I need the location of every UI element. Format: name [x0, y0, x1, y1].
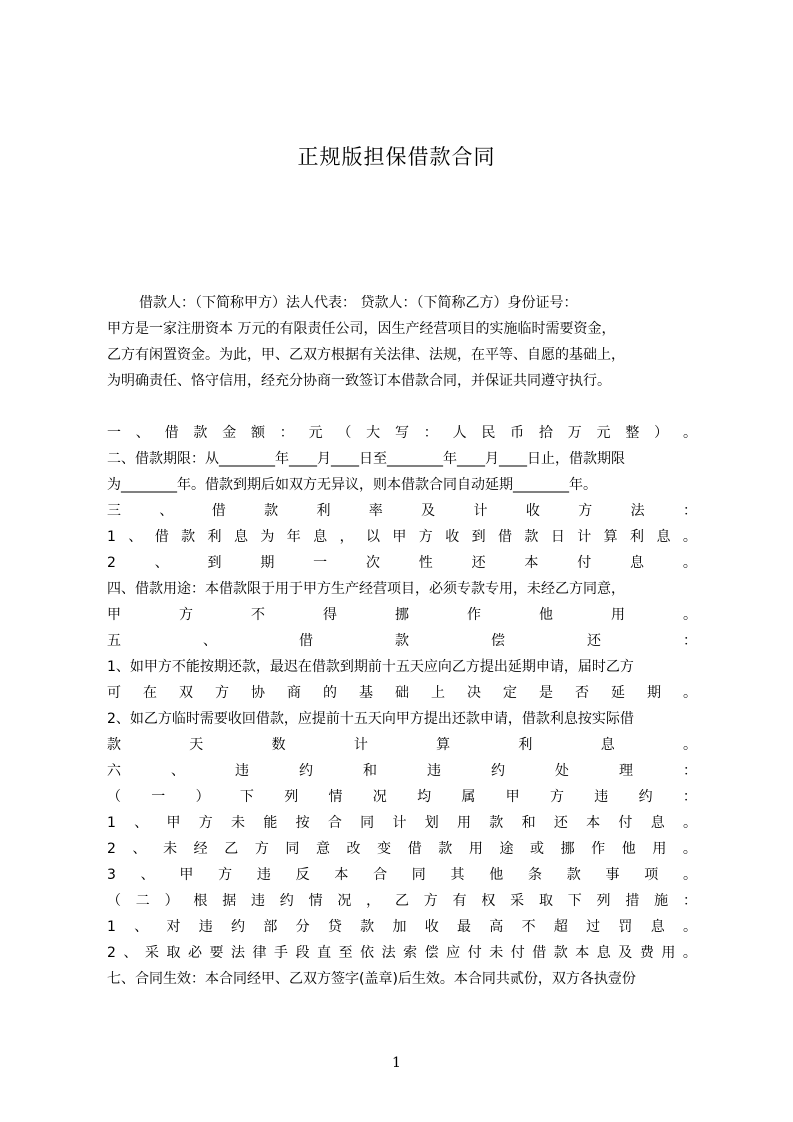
justified-glyph: 元: [308, 425, 323, 441]
justified-glyph: 、: [203, 633, 217, 649]
justified-glyph: 意: [315, 841, 330, 857]
justified-glyph: 率: [368, 503, 383, 519]
justified-glyph: 条: [528, 867, 542, 883]
justified-glyph: 借: [164, 425, 179, 441]
justified-glyph: 借: [154, 529, 169, 545]
justified-glyph: 拾: [538, 425, 553, 441]
justified-glyph: 息: [656, 529, 671, 545]
justified-glyph: 付: [618, 815, 633, 831]
justified-glyph: 2: [107, 555, 116, 571]
justified-glyph: 用: [661, 945, 676, 961]
justified-glyph: 、: [171, 763, 185, 779]
justified-glyph: 款: [395, 633, 409, 649]
justified-glyph: 应: [446, 945, 461, 961]
preamble-line: 甲方是一家注册资本 万元的有限责任公司，因生产经营项目的实施临时需要资金，: [107, 321, 616, 337]
preamble-line: 乙方有闲置资金。为此，甲、乙双方根据有关法律、法规，在平等、自愿的基础上，: [107, 347, 625, 363]
justified-glyph: 理: [619, 763, 633, 779]
justified-glyph: 一: [151, 789, 166, 805]
justified-glyph: 。: [682, 945, 697, 961]
justified-glyph: 基: [359, 685, 373, 701]
justified-glyph: 性: [418, 555, 433, 571]
justified-glyph: 天: [189, 737, 204, 753]
justified-glyph: 方: [578, 503, 593, 519]
justified-glyph: 均: [417, 789, 432, 805]
justified-glyph: 息: [600, 737, 615, 753]
justified-glyph: 协: [251, 685, 265, 701]
justified-glyph: 能: [263, 815, 278, 831]
justified-glyph: 情: [308, 893, 323, 909]
justified-glyph: 写: [394, 425, 409, 441]
justified-glyph: 还: [553, 815, 568, 831]
justified-glyph: 方: [549, 789, 564, 805]
justified-glyph: 借: [498, 529, 513, 545]
justified-glyph: 到: [207, 555, 222, 571]
justified-glyph: 否: [575, 685, 589, 701]
justified-glyph: 。: [682, 867, 697, 883]
justified-glyph: 。: [682, 737, 697, 753]
justified-glyph: 、: [134, 919, 149, 935]
justified-glyph: 方: [218, 867, 233, 883]
justified-glyph: 必: [187, 945, 202, 961]
justified-glyph: 挪: [395, 607, 409, 623]
justified-glyph: 款: [107, 737, 121, 753]
justified-glyph: 商: [287, 685, 301, 701]
justified-glyph: 金: [222, 425, 237, 441]
clause-interest-item-2: [107, 550, 697, 576]
justified-glyph: 至: [338, 945, 353, 961]
justified-glyph: 未: [231, 815, 246, 831]
justified-glyph: 三: [107, 503, 121, 519]
justified-glyph: 款: [264, 503, 279, 519]
justified-glyph: 违: [427, 763, 441, 779]
justified-glyph: 最: [457, 919, 472, 935]
justified-glyph: 、: [128, 529, 143, 545]
justified-glyph: 付: [510, 945, 525, 961]
justified-glyph: 经: [193, 841, 208, 857]
justified-glyph: 决: [467, 685, 481, 701]
justified-glyph: 日: [550, 529, 565, 545]
justified-glyph: 息: [233, 529, 248, 545]
justified-glyph: 和: [521, 815, 536, 831]
clause-loan-purpose-cont: [107, 602, 697, 628]
justified-glyph: 五: [107, 633, 121, 649]
justified-glyph: 况: [372, 789, 387, 805]
justified-glyph: 本: [524, 555, 539, 571]
justified-glyph: 过: [586, 919, 601, 935]
justified-glyph: 对: [166, 919, 181, 935]
justified-glyph: 律: [252, 945, 267, 961]
justified-glyph: 部: [263, 919, 278, 935]
justified-glyph: 罚: [618, 919, 633, 935]
justified-glyph: 他: [539, 607, 553, 623]
justified-glyph: 属: [461, 789, 476, 805]
justified-glyph: 他: [621, 841, 636, 857]
justified-glyph: 2: [107, 945, 116, 961]
justified-glyph: 2: [107, 841, 116, 857]
justified-glyph: 或: [530, 841, 545, 857]
justified-glyph: 其: [450, 867, 465, 883]
justified-glyph: 违: [198, 919, 213, 935]
justified-glyph: 本: [575, 945, 590, 961]
justified-glyph: 人: [452, 425, 467, 441]
justified-glyph: 定: [503, 685, 517, 701]
justified-glyph: 还: [471, 555, 486, 571]
justified-glyph: 偿: [491, 633, 505, 649]
justified-glyph: 、: [123, 945, 138, 961]
justified-glyph: 用: [652, 841, 667, 857]
justified-glyph: 未: [489, 945, 504, 961]
justified-glyph: 利: [518, 737, 533, 753]
justified-glyph: 甲: [392, 529, 407, 545]
justified-glyph: ：: [423, 425, 438, 441]
justified-glyph: 利: [630, 529, 645, 545]
clause-breach-sub-1: [107, 784, 697, 810]
justified-glyph: 1: [107, 815, 116, 831]
justified-glyph: ）: [654, 425, 669, 441]
justified-glyph: ：: [683, 633, 697, 649]
justified-glyph: 要: [209, 945, 224, 961]
justified-glyph: 。: [682, 815, 697, 831]
justified-glyph: 3: [107, 867, 116, 883]
justified-glyph: 、: [154, 555, 169, 571]
justified-glyph: ）: [164, 893, 179, 909]
justified-glyph: 款: [193, 425, 208, 441]
paragraph-gap: [107, 394, 697, 420]
justified-glyph: 以: [365, 529, 380, 545]
justified-glyph: 整: [625, 425, 640, 441]
justified-glyph: 途: [499, 841, 514, 857]
justified-glyph: 收: [525, 503, 540, 519]
clause-breach-heading: [107, 758, 697, 784]
justified-glyph: 约: [491, 763, 505, 779]
justified-glyph: 款: [438, 841, 453, 857]
justified-glyph: 计: [353, 737, 368, 753]
justified-glyph: ：: [682, 503, 697, 519]
justified-glyph: 事: [605, 867, 620, 883]
justified-glyph: 双: [179, 685, 193, 701]
clause-loan-purpose: 四、借款用途：本借款限于用于甲方生产经营项目，必须专款专用，未经乙方同意，: [107, 581, 625, 597]
document-body: [107, 290, 697, 992]
justified-glyph: 违: [250, 893, 265, 909]
justified-glyph: 可: [107, 685, 121, 701]
justified-glyph: 计: [473, 503, 488, 519]
justified-glyph: 、: [132, 841, 147, 857]
justified-glyph: 大: [366, 425, 381, 441]
clause-remedy-item-2: [107, 940, 697, 966]
justified-glyph: 借: [299, 633, 313, 649]
justified-glyph: 采: [144, 945, 159, 961]
justified-glyph: 利: [207, 529, 222, 545]
justified-glyph: 方: [198, 815, 213, 831]
justified-glyph: （: [337, 425, 352, 441]
clause-breach-item-3: [107, 862, 697, 888]
justified-glyph: 。: [682, 425, 697, 441]
justified-glyph: 法: [381, 945, 396, 961]
justified-glyph: 期: [647, 685, 661, 701]
justified-glyph: 据: [222, 893, 237, 909]
justified-glyph: 项: [644, 867, 659, 883]
justified-glyph: 挪: [560, 841, 575, 857]
justified-glyph: 得: [323, 607, 337, 623]
clause-breach-item-1: [107, 810, 697, 836]
justified-glyph: 付: [467, 945, 482, 961]
justified-glyph: 息: [596, 945, 611, 961]
justified-glyph: 取: [166, 945, 181, 961]
justified-glyph: 、: [159, 503, 174, 519]
justified-glyph: 乙: [394, 893, 409, 909]
justified-glyph: 年: [286, 529, 301, 545]
justified-glyph: 付: [577, 555, 592, 571]
justified-glyph: 额: [250, 425, 265, 441]
justified-glyph: 作: [467, 607, 481, 623]
justified-glyph: 方: [215, 685, 229, 701]
justified-glyph: 约: [299, 763, 313, 779]
justified-glyph: 民: [481, 425, 496, 441]
justified-glyph: 方: [418, 529, 433, 545]
justified-glyph: 下: [239, 789, 254, 805]
clause-interest-heading: [107, 498, 697, 524]
justified-glyph: 作: [591, 841, 606, 857]
justified-glyph: 延: [611, 685, 625, 701]
justified-glyph: 础: [395, 685, 409, 701]
justified-glyph: 用: [611, 607, 625, 623]
justified-glyph: 法: [630, 503, 645, 519]
justified-glyph: 款: [360, 919, 375, 935]
justified-glyph: 他: [489, 867, 504, 883]
justified-glyph: ，: [366, 893, 381, 909]
justified-glyph: 同: [360, 815, 375, 831]
clause-interest-item-1: [107, 524, 697, 550]
justified-glyph: 乙: [224, 841, 239, 857]
justified-glyph: 超: [553, 919, 568, 935]
justified-glyph: 贷: [327, 919, 342, 935]
justified-glyph: 借: [211, 503, 226, 519]
justified-glyph: 算: [436, 737, 451, 753]
justified-glyph: 币: [510, 425, 525, 441]
justified-glyph: 1: [107, 529, 116, 545]
justified-glyph: 数: [271, 737, 286, 753]
justified-glyph: 二: [135, 893, 150, 909]
justified-glyph: ：: [279, 425, 294, 441]
justified-glyph: 方: [254, 841, 269, 857]
justified-glyph: 计: [577, 529, 592, 545]
justified-glyph: 高: [489, 919, 504, 935]
justified-glyph: 违: [256, 867, 271, 883]
justified-glyph: 下: [567, 893, 582, 909]
justified-glyph: 况: [337, 893, 352, 909]
clause-repayment-item-1: 1、如甲方不能按期还款，最迟在借款到期前十五天应向乙方提出延期申请，届时乙方: [107, 659, 634, 675]
justified-glyph: 处: [555, 763, 569, 779]
justified-glyph: 合: [327, 815, 342, 831]
justified-glyph: 未: [163, 841, 178, 857]
clause-repayment-item-2: 2、如乙方临时需要收回借款，应提前十五天向甲方提出还款申请，借款利息按实际借: [107, 711, 634, 727]
justified-glyph: 款: [489, 815, 504, 831]
justified-glyph: 分: [295, 919, 310, 935]
justified-glyph: 不: [521, 919, 536, 935]
justified-glyph: 是: [539, 685, 553, 701]
justified-glyph: 期: [260, 555, 275, 571]
justified-glyph: 。: [683, 607, 697, 623]
justified-glyph: 。: [683, 685, 697, 701]
justified-glyph: ）: [195, 789, 210, 805]
justified-glyph: 算: [603, 529, 618, 545]
clause-repayment-item-2-cont: [107, 732, 697, 758]
justified-glyph: 还: [587, 633, 601, 649]
justified-glyph: 甲: [107, 607, 121, 623]
justified-glyph: 用: [457, 815, 472, 831]
justified-glyph: 手: [274, 945, 289, 961]
justified-glyph: 计: [392, 815, 407, 831]
justified-glyph: 直: [317, 945, 332, 961]
justified-glyph: 划: [424, 815, 439, 831]
justified-glyph: 权: [481, 893, 496, 909]
justified-glyph: 方: [179, 607, 193, 623]
justified-glyph: 收: [424, 919, 439, 935]
justified-glyph: 违: [235, 763, 249, 779]
preamble-line: 借款人：（下简称甲方）法人代表： 贷款人：（下简称乙方）身份证号：: [139, 295, 578, 311]
justified-glyph: 款: [181, 529, 196, 545]
justified-glyph: 元: [596, 425, 611, 441]
justified-glyph: 改: [346, 841, 361, 857]
justified-glyph: 甲: [505, 789, 520, 805]
justified-glyph: 万: [567, 425, 582, 441]
justified-glyph: 收: [445, 529, 460, 545]
justified-glyph: 情: [328, 789, 343, 805]
justified-glyph: 利: [316, 503, 331, 519]
justified-glyph: 合: [373, 867, 388, 883]
justified-glyph: 同: [285, 841, 300, 857]
preamble-line: 为明确责任、恪守信用，经充分协商一致签订本借款合同，并保证共同遵守执行。: [107, 373, 611, 389]
justified-glyph: 。: [682, 555, 697, 571]
justified-glyph: （: [107, 893, 121, 909]
justified-glyph: 借: [407, 841, 422, 857]
justified-glyph: 反: [295, 867, 310, 883]
justified-glyph: ：: [683, 763, 697, 779]
justified-glyph: 用: [468, 841, 483, 857]
justified-glyph: 息: [650, 815, 665, 831]
justified-glyph: 。: [682, 529, 697, 545]
justified-glyph: 方: [423, 893, 438, 909]
justified-glyph: ：: [682, 893, 697, 909]
justified-glyph: 、: [134, 815, 149, 831]
justified-glyph: 取: [538, 893, 553, 909]
justified-glyph: ，: [339, 529, 354, 545]
justified-glyph: 的: [323, 685, 337, 701]
justified-glyph: 根: [193, 893, 208, 909]
justified-glyph: 、: [140, 867, 155, 883]
justified-glyph: 段: [295, 945, 310, 961]
clause-loan-term: 二、借款期限：从________年____月____日至________年____月____日止，借款期限: [107, 451, 625, 467]
justified-glyph: （: [107, 789, 121, 805]
document-title: 正规版担保借款合同: [297, 145, 496, 169]
justified-glyph: 和: [363, 763, 377, 779]
justified-glyph: 本: [334, 867, 349, 883]
justified-glyph: 及: [421, 503, 436, 519]
justified-glyph: 息: [630, 555, 645, 571]
justified-glyph: 甲: [166, 815, 181, 831]
justified-glyph: 措: [625, 893, 640, 909]
justified-glyph: 有: [452, 893, 467, 909]
justified-glyph: 费: [639, 945, 654, 961]
justified-glyph: 甲: [179, 867, 194, 883]
justified-glyph: 款: [553, 945, 568, 961]
justified-glyph: 不: [251, 607, 265, 623]
clause-loan-term-cont: 为________年。借款到期后如双方无异议，则本借款合同自动延期________年。: [107, 477, 597, 493]
page-number: 1: [392, 1055, 401, 1071]
clause-repayment-item-1-cont: [107, 680, 697, 706]
clause-breach-sub-2: [107, 888, 697, 914]
justified-glyph: 同: [411, 867, 426, 883]
clause-remedy-item-1: [107, 914, 697, 940]
justified-glyph: 施: [654, 893, 669, 909]
justified-glyph: 款: [524, 529, 539, 545]
justified-glyph: 采: [510, 893, 525, 909]
justified-glyph: 偿: [424, 945, 439, 961]
justified-glyph: 到: [471, 529, 486, 545]
justified-glyph: 本: [586, 815, 601, 831]
justified-glyph: 。: [682, 841, 697, 857]
clause-breach-item-2: [107, 836, 697, 862]
justified-glyph: 上: [431, 685, 445, 701]
justified-glyph: 次: [365, 555, 380, 571]
justified-glyph: 约: [279, 893, 294, 909]
justified-glyph: 及: [618, 945, 633, 961]
justified-glyph: 、: [135, 425, 150, 441]
justified-glyph: 加: [392, 919, 407, 935]
justified-glyph: 借: [532, 945, 547, 961]
justified-glyph: 依: [360, 945, 375, 961]
justified-glyph: 一: [313, 555, 328, 571]
justified-glyph: 款: [566, 867, 581, 883]
justified-glyph: 1: [107, 919, 116, 935]
justified-glyph: 法: [231, 945, 246, 961]
justified-glyph: 列: [284, 789, 299, 805]
justified-glyph: 列: [596, 893, 611, 909]
clause-effectiveness: 七、合同生效：本合同经甲、乙双方签字(盖章)后生效。本合同共贰份，双方各执壹份: [107, 971, 636, 987]
justified-glyph: 息: [650, 919, 665, 935]
justified-glyph: 违: [594, 789, 609, 805]
justified-glyph: 六: [107, 763, 121, 779]
justified-glyph: 。: [682, 919, 697, 935]
justified-glyph: 变: [377, 841, 392, 857]
justified-glyph: 为: [260, 529, 275, 545]
justified-glyph: 约: [231, 919, 246, 935]
justified-glyph: 息: [313, 529, 328, 545]
justified-glyph: ：: [682, 789, 697, 805]
justified-glyph: 索: [403, 945, 418, 961]
clause-repayment-heading: [107, 628, 697, 654]
clause-loan-amount: [107, 420, 697, 446]
justified-glyph: 在: [143, 685, 157, 701]
justified-glyph: 约: [638, 789, 653, 805]
justified-glyph: 一: [107, 425, 121, 441]
justified-glyph: 按: [295, 815, 310, 831]
